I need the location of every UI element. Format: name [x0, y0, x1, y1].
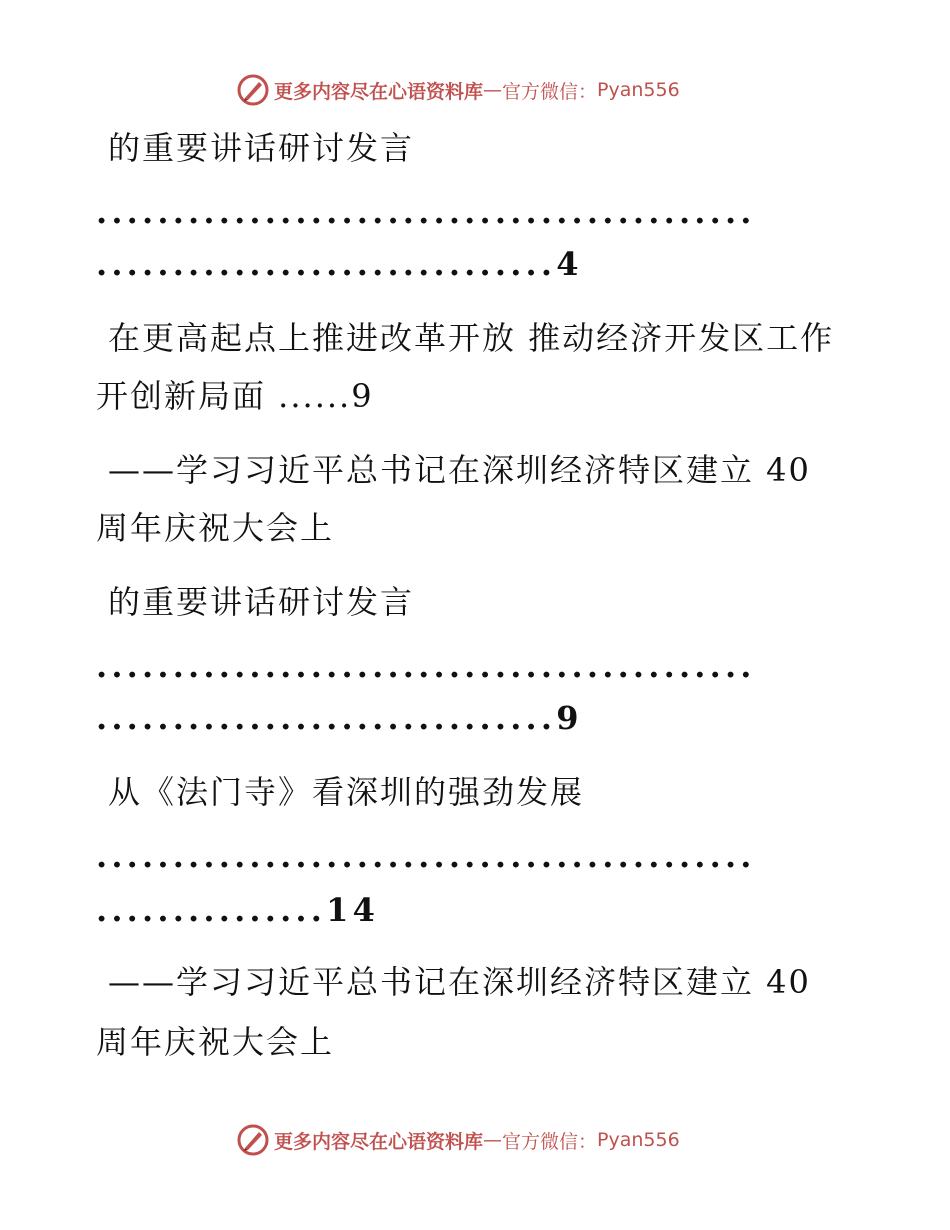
toc-subtitle: ——学习习近平总书记在深圳经济特区建立 40: [108, 963, 811, 1001]
toc-leader-page: ..............................9: [96, 699, 583, 737]
banner-wechat-id: Pyan556: [597, 1129, 680, 1151]
toc-subtitle: 周年庆祝大会上: [96, 509, 335, 547]
toc-leader-page: ...............14: [96, 891, 380, 929]
toc-leader-page: ..............................4: [96, 245, 583, 283]
toc-leader-dots: ...........................................: [96, 647, 756, 685]
footer-banner: [236, 1122, 680, 1158]
pen-logo-icon: [236, 1123, 270, 1157]
banner-separator: —: [483, 79, 503, 101]
pen-logo-icon: [236, 73, 270, 107]
header-banner: [236, 72, 680, 108]
banner-text: 更多内容尽在心语资料库: [274, 1130, 484, 1153]
toc-leader-dots: ...........................................: [96, 193, 756, 231]
toc-subtitle: 周年庆祝大会上: [96, 1023, 335, 1061]
toc-line: 的重要讲话研讨发言: [108, 583, 415, 621]
banner-wechat-id: Pyan556: [597, 79, 680, 101]
toc-line: 的重要讲话研讨发言: [108, 129, 415, 167]
banner-label: 官方微信：: [502, 80, 598, 103]
toc-leader-dots: ...........................................: [96, 837, 756, 875]
toc-subtitle: ——学习习近平总书记在深圳经济特区建立 40: [108, 451, 811, 489]
banner-text: 更多内容尽在心语资料库: [274, 80, 484, 103]
toc-entry-title: 在更高起点上推进改革开放 推动经济开发区工作: [108, 319, 835, 357]
banner-label: 官方微信：: [502, 1130, 598, 1153]
banner-separator: —: [483, 1129, 503, 1151]
toc-entry-title: 从《法门寺》看深圳的强劲发展: [108, 773, 585, 811]
toc-entry-title: 开创新局面 ......9: [96, 377, 374, 415]
